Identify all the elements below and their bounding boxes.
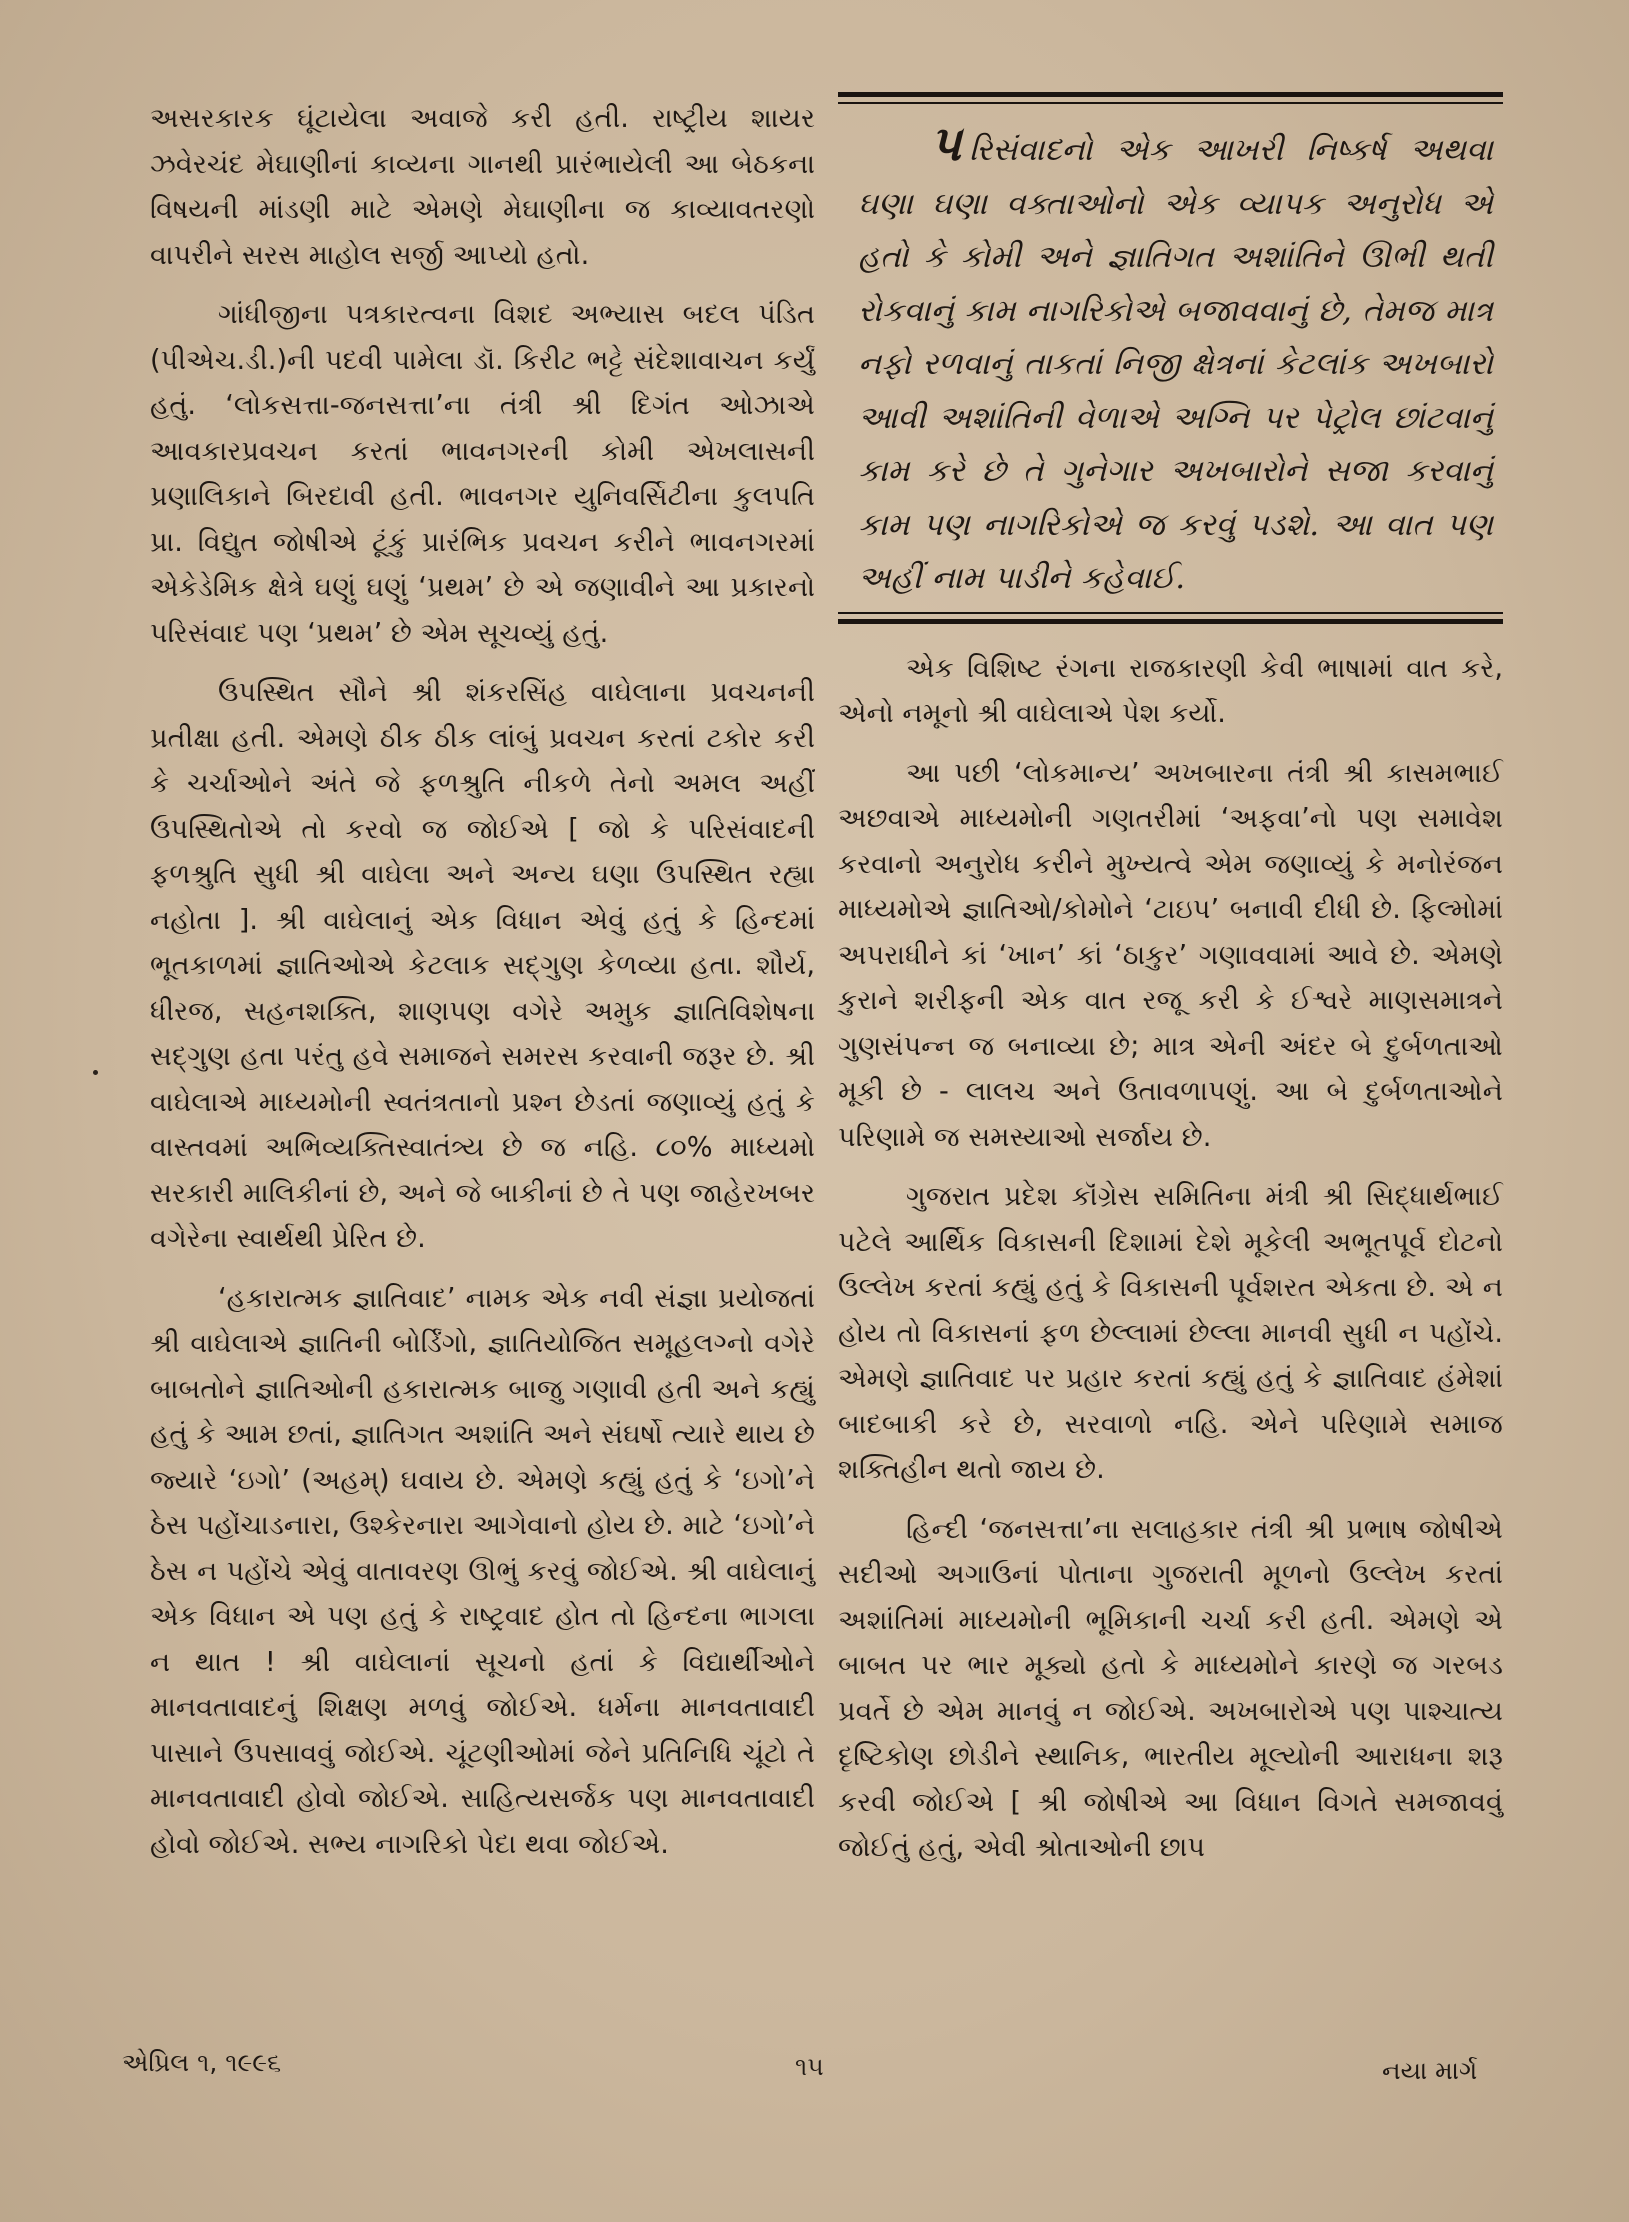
speck bbox=[93, 1070, 98, 1075]
dropcap: પ bbox=[930, 116, 962, 172]
pull-quote-text: રિસંવાદનો એક આખરી નિષ્કર્ષ અથવા ઘણા ઘણા વક્તાઓનો એક વ્યાપક અનુરોધ એ હતો કે કોમી અને જ્ઞાતિગત અશાંતિને ઊભી થતી રોકવાનું કામ નાગરિકોએ બજાવવાનું છે, તેમજ માત્ર નફો રળવાનું તાકતાં નિજી ક્ષેત્રનાં કેટલાંક અખબારો આવી અશાંતિની વેળાએ અગ્નિ પર પેટ્રોલ છાંટવાનું કામ કરે છે તે ગુનેગાર અખબારોને સજા કરવાનું કામ પણ નાગરિકોએ જ કરવું પડશે. આ વાત પણ અહીં નામ પાડીને કહેવાઈ. bbox=[858, 132, 1493, 596]
divider bbox=[838, 612, 1503, 614]
body-paragraph: અસરકારક ઘૂંટાયેલા અવાજે કરી હતી. રાષ્ટ્રીય શાયર ઝવેરચંદ મેઘાણીનાં કાવ્યના ગાનથી પ્રારંભાયેલી આ બેઠકના વિષયની માંડણી માટે એમણે મેઘાણીના જ કાવ્યાવતરણો વાપરીને સરસ માહોલ સર્જી આપ્યો હતો. bbox=[150, 103, 815, 271]
page-number: ૧૫ bbox=[795, 2052, 824, 2081]
right-column bbox=[838, 92, 1503, 1885]
issue-date: એપ્રિલ ૧, ૧૯૯૬ bbox=[122, 2048, 282, 2077]
divider bbox=[838, 102, 1503, 104]
body-paragraph: હિન્દી ‘જનસત્તા’ના સલાહકાર તંત્રી શ્રી પ્રભાષ જોષીએ સદીઓ અગાઉનાં પોતાના ગુજરાતી મૂળનો ઉલ્લેખ કરતાં અશાંતિમાં માધ્યમોની ભૂમિકાની ચર્ચા કરી હતી. એમણે એ બાબત પર ભાર મૂક્યો હતો કે માધ્યમોને કારણે જ ગરબડ પ્રવર્તે છે એમ માનવું ન જોઈએ. અખબારોએ પણ પાશ્ચાત્ય દૃષ્ટિકોણ છોડીને સ્થાનિક, ભારતીય મૂલ્યોની આરાધના શરૂ કરવી જોઈએ [ શ્રી જોષીએ આ વિધાન વિગતે સમજાવવું જોઈતું હતું, એવી શ્રોતાઓની છાપ bbox=[838, 1513, 1503, 1863]
pull-quote bbox=[858, 118, 1493, 606]
divider bbox=[838, 92, 1503, 97]
body-paragraph: એક વિશિષ્ટ રંગના રાજકારણી કેવી ભાષામાં વાત કરે, એનો નમૂનો શ્રી વાઘેલાએ પેશ કર્યો. bbox=[838, 652, 1503, 729]
left-column bbox=[150, 96, 815, 1881]
page-footer bbox=[0, 2048, 1629, 2088]
body-paragraph: આ પછી ‘લોકમાન્ય’ અખબારના તંત્રી શ્રી કાસમભાઈ અછવાએ માધ્યમોની ગણતરીમાં ‘અફવા’નો પણ સમાવેશ કરવાનો અનુરોધ કરીને મુખ્યત્વે એમ જણાવ્યું કે મનોરંજન માધ્યમોએ જ્ઞાતિઓ/કોમોને ‘ટાઇપ’ બનાવી દીધી છે. ફિલ્મોમાં અપરાધીને કાં ‘ખાન’ કાં ‘ઠાકુર’ ગણાવવામાં આવે છે. એમણે કુરાને શરીફની એક વાત રજૂ કરી કે ઈશ્વરે માણસમાત્રને ગુણસંપન્ન જ બનાવ્યા છે; માત્ર એની અંદર બે દુર્બળતાઓ મૂકી છે - લાલચ અને ઉતાવળાપણું. આ બે દુર્બળતાઓને પરિણામે જ સમસ્યાઓ સર્જાય છે. bbox=[838, 757, 1503, 1153]
publication-name: નયા માર્ગ bbox=[1382, 2056, 1478, 2085]
pull-quote-box bbox=[838, 92, 1503, 624]
body-paragraph: ગાંધીજીના પત્રકારત્વના વિશદ અભ્યાસ બદલ પંડિત (પીએચ.ડી.)ની પદવી પામેલા ડૉ. કિરીટ ભટ્ટે સંદેશાવાચન કર્યું હતું. ‘લોકસત્તા-જનસત્તા’ના તંત્રી શ્રી દિગંત ઓઝાએ આવકારપ્રવચન કરતાં ભાવનગરની કોમી એખલાસની પ્રણાલિકાને બિરદાવી હતી. ભાવનગર યુનિવર્સિટીના કુલપતિ પ્રા. વિદ્યુત જોષીએ ટૂંકું પ્રારંભિક પ્રવચન કરીને ભાવનગરમાં એકેડેમિક ક્ષેત્રે ઘણું ઘણું ‘પ્રથમ’ છે એ જણાવીને આ પ્રકારનો પરિસંવાદ પણ ‘પ્રથમ’ છે એમ સૂચવ્યું હતું. bbox=[150, 299, 815, 649]
body-paragraph: ‘હકારાત્મક જ્ઞાતિવાદ’ નામક એક નવી સંજ્ઞા પ્રયોજતાં શ્રી વાઘેલાએ જ્ઞાતિની બોર્ડિંગો, જ્ઞાતિયોજિત સમૂહલગ્નો વગેરે બાબતોને જ્ઞાતિઓની હકારાત્મક બાજુ ગણાવી હતી અને કહ્યું હતું કે આમ છતાં, જ્ઞાતિગત અશાંતિ અને સંઘર્ષો ત્યારે થાય છે જ્યારે ‘ઇગો’ (અહમ્) ઘવાય છે. એમણે કહ્યું હતું કે ‘ઇગો’ને ઠેસ પહોંચાડનારા, ઉશ્કેરનારા આગેવાનો હોય છે. માટે ‘ઇગો’ને ઠેસ ન પહોંચે એવું વાતાવરણ ઊભું કરવું જોઈએ. શ્રી વાઘેલાનું એક વિધાન એ પણ હતું કે રાષ્ટ્રવાદ હોત તો હિન્દના ભાગલા ન થાત ! શ્રી વાઘેલાનાં સૂચનો હતાં કે વિદ્યાર્થીઓને માનવતાવાદનું શિક્ષણ મળવું જોઈએ. ધર્મના માનવતાવાદી પાસાને ઉપસાવવું જોઈએ. ચૂંટણીઓમાં જેને પ્રતિનિધિ ચૂંટો તે માનવતાવાદી હોવો જોઈએ. સાહિત્યસર્જક પણ માનવતાવાદી હોવો જોઈએ. સભ્ય નાગરિકો પેદા થવા જોઈએ. bbox=[150, 1282, 815, 1860]
body-paragraph: ગુજરાત પ્રદેશ કૉંગ્રેસ સમિતિના મંત્રી શ્રી સિદ્ધાર્થભાઈ પટેલે આર્થિક વિકાસની દિશામાં દેશે મૂકેલી અભૂતપૂર્વ દોટનો ઉલ્લેખ કરતાં કહ્યું હતું કે વિકાસની પૂર્વશરત એકતા છે. એ ન હોય તો વિકાસનાં ફળ છેલ્લામાં છેલ્લા માનવી સુધી ન પહોંચે. એમણે જ્ઞાતિવાદ પર પ્રહાર કરતાં કહ્યું હતું કે જ્ઞાતિવાદ હંમેશાં બાદબાકી કરે છે, સરવાળો નહિ. એને પરિણામે સમાજ શક્તિહીન થતો જાય છે. bbox=[838, 1181, 1503, 1485]
body-paragraph: ઉપસ્થિત સૌને શ્રી શંકરસિંહ વાઘેલાના પ્રવચનની પ્રતીક્ષા હતી. એમણે ઠીક ઠીક લાંબું પ્રવચન કરતાં ટકોર કરી કે ચર્ચાઓને અંતે જે ફળશ્રુતિ નીકળે તેનો અમલ અહીં ઉપસ્થિતોએ તો કરવો જ જોઈએ [ જો કે પરિસંવાદની ફળશ્રુતિ સુધી શ્રી વાઘેલા અને અન્ય ઘણા ઉપસ્થિત રહ્યા નહોતા ]. શ્રી વાઘેલાનું એક વિધાન એવું હતું કે હિન્દમાં ભૂતકાળમાં જ્ઞાતિઓએ કેટલાક સદ્ગુણ કેળવ્યા હતા. શૌર્ય, ધીરજ, સહનશક્તિ, શાણપણ વગેરે અમુક જ્ઞાતિવિશેષના સદ્ગુણ હતા પરંતુ હવે સમાજને સમરસ કરવાની જરૂર છે. શ્રી વાઘેલાએ માધ્યમોની સ્વતંત્રતાનો પ્રશ્ન છેડતાં જણાવ્યું હતું કે વાસ્તવમાં અભિવ્યક્તિસ્વાતંત્ર્ય છે જ નહિ. ૮૦% માધ્યમો સરકારી માલિકીનાં છે, અને જે બાકીનાં છે તે પણ જાહેરખબર વગેરેના સ્વાર્થથી પ્રેરિત છે. bbox=[150, 677, 815, 1254]
